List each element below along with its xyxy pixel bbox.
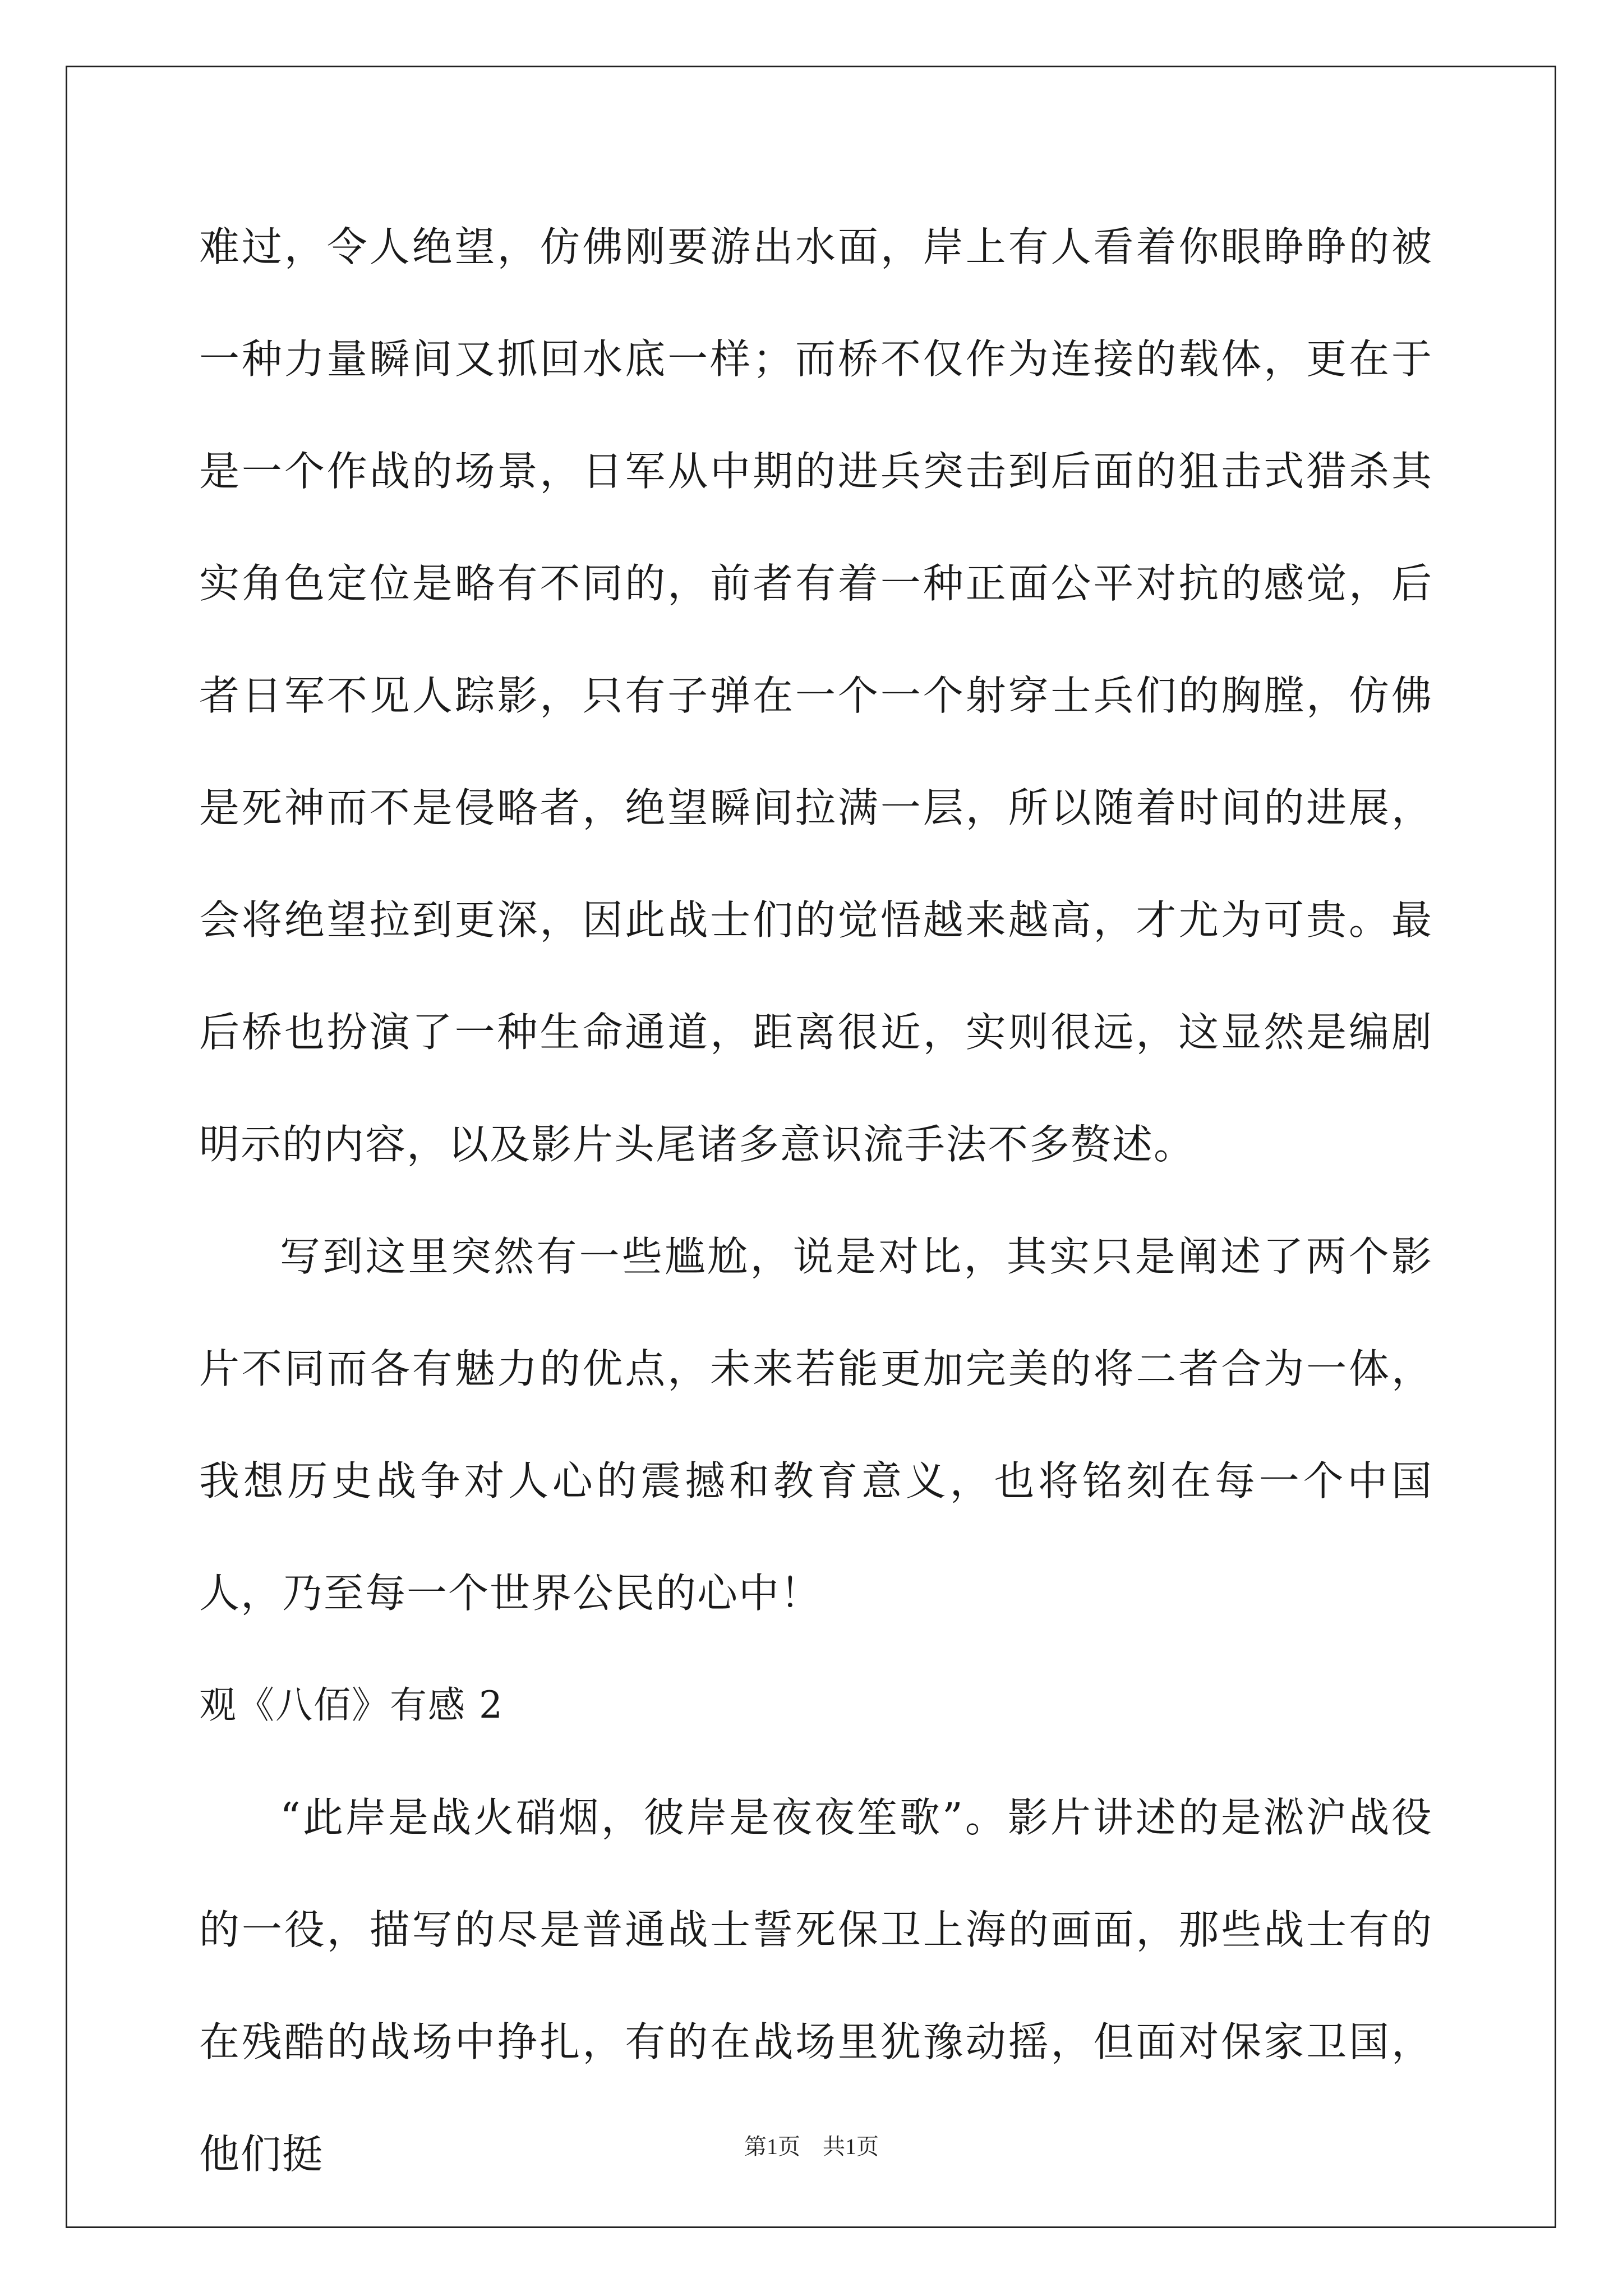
section-title: 观《八佰》有感 2 bbox=[199, 1683, 504, 1727]
document-body bbox=[199, 191, 1433, 2210]
paragraph-2: 写到这里突然有一些尴尬，说是对比，其实只是阐述了两个影片不同而各有魅力的优点，未来若能更加完美的将二者合为一体，我想历史战争对人心的震撼和教育意义，也将铭刻在每一个中国人，乃至每一个世界公民的心中！ bbox=[199, 1233, 1433, 1617]
page-footer bbox=[0, 2129, 1623, 2161]
page-count: 共1页 bbox=[823, 2134, 879, 2159]
paragraph-3: “此岸是战火硝烟，彼岸是夜夜笙歌”。影片讲述的是淞沪战役的一役，描写的尽是普通战士誓死保卫上海的画面，那些战士有的在残酷的战场中挣扎，有的在战场里犹豫动摇，但面对保家卫国，他们挺 bbox=[199, 1794, 1433, 2178]
page-number: 第1页 bbox=[744, 2134, 800, 2159]
paragraph-1: 难过，令人绝望，仿佛刚要游出水面，岸上有人看着你眼睁睁的被一种力量瞬间又抓回水底一样；而桥不仅作为连接的载体，更在于是一个作战的场景，日军从中期的进兵突击到后面的狙击式猎杀其实角色定位是略有不同的，前者有着一种正面公平对抗的感觉，后者日军不见人踪影，只有子弹在一个一个射穿士兵们的胸膛，仿佛是死神而不是侵略者，绝望瞬间拉满一层，所以随着时间的进展，会将绝望拉到更深，因此战士们的觉悟越来越高，才尤为可贵。最后桥也扮演了一种生命通道，距离很近，实则很远，这显然是编剧明示的内容，以及影片头尾诸多意识流手法不多赘述。 bbox=[199, 223, 1433, 1168]
